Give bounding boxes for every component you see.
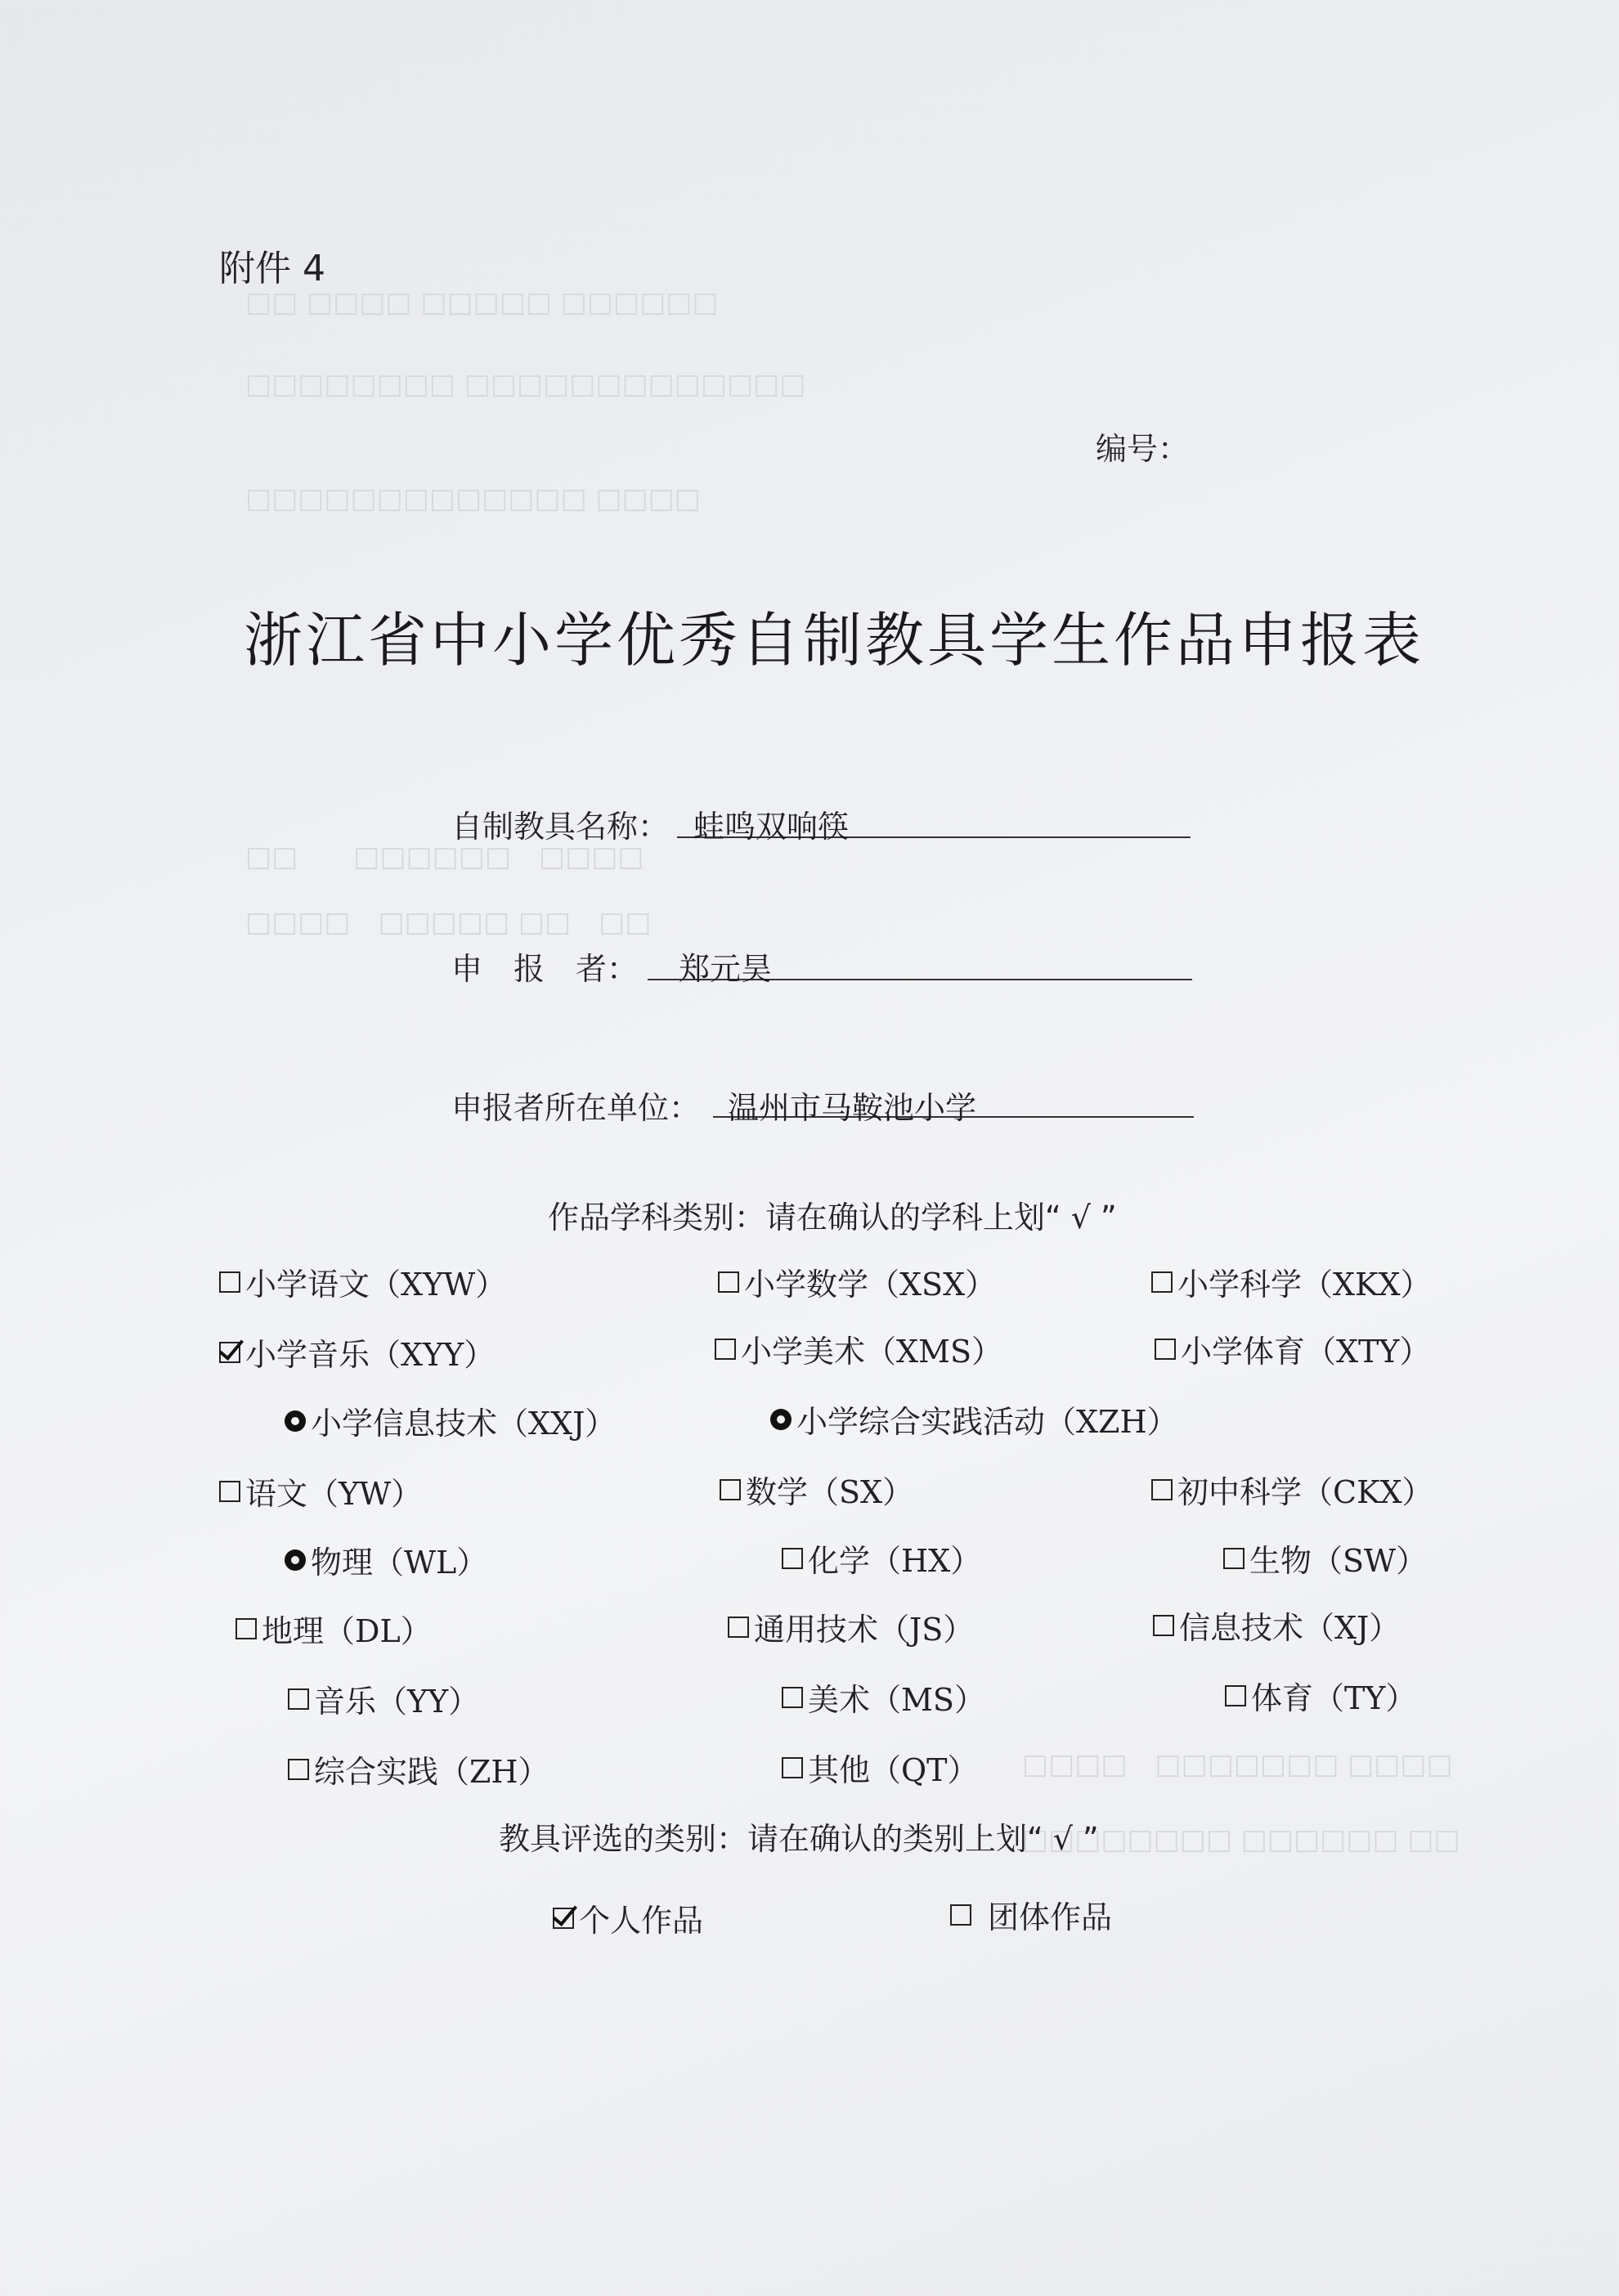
category-option[interactable] <box>950 1892 1112 1937</box>
show-through-text: □□ □□□□□□ □□□□ <box>245 841 644 873</box>
subject-option[interactable] <box>718 1259 996 1304</box>
show-through-text: □□□□ □□□□□□□ □□□□ <box>1022 1748 1453 1781</box>
subject-prompt: 作品学科类别：请在确认的学科上划“ √ ” <box>548 1200 1117 1235</box>
subject-option-label: 小学音乐（XYY） <box>245 1337 496 1373</box>
subject-option[interactable] <box>720 1467 913 1512</box>
category-option[interactable] <box>553 1895 703 1940</box>
subject-option-label: 通用技术（JS） <box>754 1612 975 1648</box>
show-through-text: □□□□□□□□□□□□□ □□□□ <box>245 482 701 515</box>
subject-option[interactable] <box>285 1537 487 1582</box>
subject-option[interactable] <box>1151 1467 1433 1512</box>
applicant-unit-label: 申报者所在单位： <box>451 1090 701 1126</box>
checkbox[interactable] <box>782 1548 803 1569</box>
subject-option[interactable] <box>728 1604 974 1649</box>
subject-option-label: 化学（HX） <box>808 1543 982 1579</box>
checkbox[interactable] <box>235 1618 257 1639</box>
subject-option[interactable] <box>1151 1259 1432 1304</box>
subject-option[interactable] <box>288 1747 549 1792</box>
checkbox[interactable] <box>728 1617 749 1638</box>
checkbox[interactable] <box>715 1339 736 1360</box>
subject-option-label: 其他（QT） <box>808 1752 979 1788</box>
subject-option[interactable] <box>1155 1326 1431 1371</box>
category-option-label: 个人作品 <box>579 1903 704 1939</box>
number-label: 编号： <box>1096 431 1190 467</box>
checkbox[interactable] <box>950 1904 971 1926</box>
checkbox[interactable] <box>288 1759 309 1780</box>
teaching-aid-name-label: 自制教具名称： <box>451 809 670 845</box>
checkbox[interactable] <box>720 1479 741 1500</box>
checkbox[interactable] <box>782 1757 803 1778</box>
subject-option[interactable] <box>782 1675 985 1720</box>
applicant-value: 郑元昊 <box>679 951 773 987</box>
checkbox[interactable] <box>1223 1548 1245 1569</box>
bullet-icon[interactable] <box>285 1549 306 1571</box>
page-title: 浙江省中小学优秀自制教具学生作品申报表 <box>243 606 1424 675</box>
checkbox[interactable] <box>1151 1271 1173 1293</box>
subject-option-label: 数学（SX） <box>746 1474 914 1510</box>
checkbox[interactable] <box>1151 1479 1173 1500</box>
bullet-icon[interactable] <box>285 1410 306 1432</box>
subject-option[interactable] <box>770 1397 1178 1442</box>
subject-option[interactable] <box>782 1536 981 1581</box>
checkbox[interactable] <box>1155 1339 1176 1360</box>
subject-option-label: 地理（DL） <box>262 1613 432 1649</box>
subject-option[interactable] <box>1223 1536 1427 1581</box>
checkbox[interactable] <box>782 1687 803 1708</box>
subject-option[interactable] <box>219 1330 495 1374</box>
checkbox-checked[interactable] <box>553 1908 574 1929</box>
subject-option-label: 初中科学（CKX） <box>1177 1474 1433 1510</box>
show-through-text: □□ □□□□ □□□□□ □□□□□□ <box>245 286 719 319</box>
subject-option-label: 生物（SW） <box>1249 1543 1428 1579</box>
subject-option[interactable] <box>1153 1603 1400 1648</box>
applicant-unit-value: 温州市马鞍池小学 <box>728 1090 977 1126</box>
subject-option[interactable] <box>715 1326 1002 1371</box>
show-through-text: □□□□□□□□ □□□□□□□□□□□□□ <box>245 368 806 401</box>
subject-option-label: 语文（YW） <box>245 1476 423 1512</box>
subject-option-label: 体育（TY） <box>1251 1680 1417 1716</box>
subject-option[interactable] <box>285 1398 616 1443</box>
show-through-text: □□□□□□□□ □□□□□□ □□ <box>1022 1823 1460 1856</box>
subject-option-label: 小学数学（XSX） <box>744 1267 997 1303</box>
subject-option[interactable] <box>219 1259 506 1304</box>
subject-option[interactable] <box>235 1606 432 1651</box>
subject-option-label: 小学美术（XMS） <box>741 1334 1002 1370</box>
subject-option[interactable] <box>782 1745 979 1790</box>
subject-option-label: 小学信息技术（XXJ） <box>311 1406 617 1442</box>
category-prompt: 教具评选的类别：请在确认的类别上划“ √ ” <box>499 1821 1099 1857</box>
show-through-text: □□□□ □□□□□ □□ □□ <box>245 906 652 939</box>
subject-option[interactable] <box>219 1469 422 1513</box>
subject-option-label: 小学综合实践活动（XZH） <box>796 1404 1178 1440</box>
attachment-label: 附件 4 <box>219 248 325 289</box>
checkbox[interactable] <box>1153 1615 1174 1636</box>
subject-option[interactable] <box>1225 1673 1416 1718</box>
checkbox[interactable] <box>288 1688 309 1710</box>
subject-option-label: 小学语文（XYW） <box>245 1267 507 1303</box>
subject-option-label: 综合实践（ZH） <box>314 1754 549 1790</box>
subject-option-label: 小学科学（XKX） <box>1177 1267 1432 1303</box>
applicant-label: 申 报 者： <box>451 951 639 987</box>
checkbox[interactable] <box>219 1481 240 1502</box>
subject-option-label: 信息技术（XJ） <box>1179 1610 1401 1646</box>
subject-option-label: 小学体育（XTY） <box>1181 1334 1431 1370</box>
checkbox[interactable] <box>1225 1685 1246 1706</box>
subject-option-label: 物理（WL） <box>311 1545 488 1581</box>
subject-option-label: 美术（MS） <box>808 1682 985 1718</box>
category-option-label: 团体作品 <box>988 1899 1113 1935</box>
checkbox-checked[interactable] <box>219 1342 240 1363</box>
checkbox[interactable] <box>718 1271 739 1293</box>
subject-option-label: 音乐（YY） <box>314 1684 480 1720</box>
teaching-aid-name-value: 蛙鸣双响筷 <box>693 809 850 845</box>
bullet-icon[interactable] <box>770 1409 792 1430</box>
checkbox[interactable] <box>219 1271 240 1293</box>
subject-option[interactable] <box>288 1676 479 1721</box>
